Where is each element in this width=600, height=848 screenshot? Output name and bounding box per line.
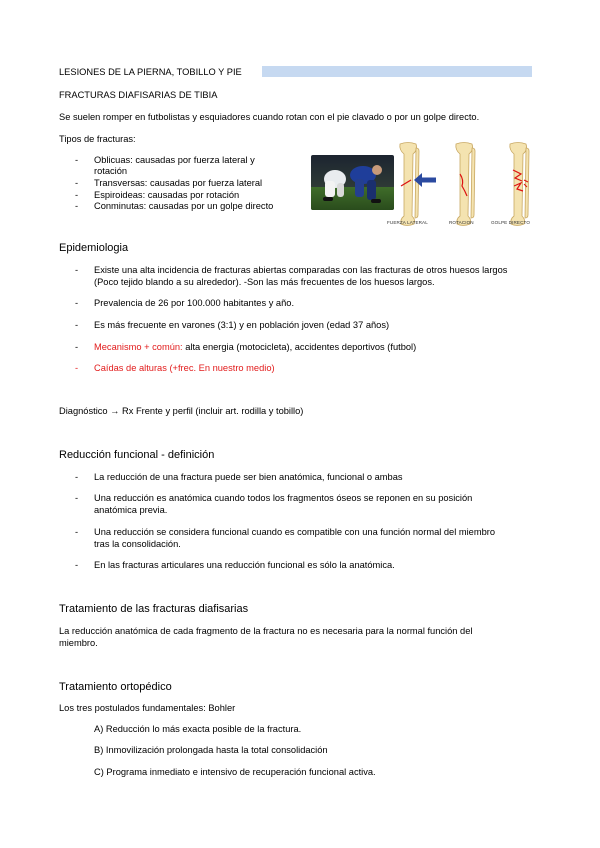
document-heading: LESIONES DE LA PIERNA, TOBILLO Y PIE <box>59 67 242 77</box>
heading-highlight <box>262 66 532 77</box>
postulado-a: A) Reducción lo más exacta posible de la fractura. <box>94 724 302 734</box>
postulado-c: C) Programa inmediato e intensivo de recuperación funcional activa. <box>94 767 376 777</box>
intro-paragraph: Se suelen romper en futbolistas y esquiadores cuando rotan con el pie clavado o por un golpe directo. <box>59 112 480 122</box>
reduccion-item1: La reducción de una fractura puede ser bien anatómica, funcional o ambas <box>94 472 403 482</box>
list-bullet: - <box>75 155 79 165</box>
epidemiologia-item5: Caídas de alturas (+frec. En nuestro medio) <box>94 363 275 373</box>
list-bullet: - <box>75 527 79 537</box>
epidemiologia-item2: Prevalencia de 26 por 100.000 habitantes y año. <box>94 298 295 308</box>
reduccion-title: Reducción funcional - definición <box>59 449 215 461</box>
tipo-conminutas: Conminutas: causadas por un golpe directo <box>94 201 274 211</box>
list-bullet: - <box>75 178 79 188</box>
diagram-label-golpe-directo: GOLPE DIRECTO <box>491 220 530 225</box>
diagram-label-rotacion: ROTACION <box>449 220 474 225</box>
football-injury-photo <box>311 155 394 210</box>
reduccion-item2-line1: Una reducción es anatómica cuando todos los fragmentos óseos se reponen en su posición <box>94 493 473 503</box>
tipo-oblicuas-line1: Oblicuas: causadas por fuerza lateral y <box>94 155 255 165</box>
reduccion-item3-line2: tras la consolidación. <box>94 539 181 549</box>
mecanismo-label: Mecanismo + común: <box>94 342 183 352</box>
list-bullet: - <box>75 298 79 308</box>
epidemiologia-item1-line1: Existe una alta incidencia de fracturas abiertas comparadas con las fracturas de otros huesos largos <box>94 265 508 275</box>
list-bullet: - <box>75 265 79 275</box>
section-subheading: FRACTURAS DIAFISARIAS DE TIBIA <box>59 90 218 100</box>
epidemiologia-item1-line2: (Poco tejido blando a su alrededor). -Son las más frecuentes de los huesos largos. <box>94 277 435 287</box>
list-bullet: - <box>75 201 79 211</box>
list-bullet: - <box>75 472 79 482</box>
tratamiento-title: Tratamiento de las fracturas diafisarias <box>59 603 249 615</box>
list-bullet: - <box>75 363 79 373</box>
tibia-fracture-diagram <box>386 140 542 230</box>
tipo-transversas: Transversas: causadas por fuerza lateral <box>94 178 263 188</box>
tipo-oblicuas-line2: rotación <box>94 166 128 176</box>
diagnostico-line: Diagnóstico → Rx Frente y perfil (incluir art. rodilla y tobillo) <box>59 406 304 416</box>
tipo-espiroideas: Espiroideas: causadas por rotación <box>94 190 240 200</box>
list-bullet: - <box>75 560 79 570</box>
mecanismo-text: alta energia (motocicleta), accidentes deportivos (futbol) <box>182 342 417 352</box>
reduccion-item4: En las fracturas articulares una reducción funcional es sólo la anatómica. <box>94 560 395 570</box>
list-bullet: - <box>75 190 79 200</box>
diagram-label-fuerza-lateral: FUERZA LATERAL <box>387 220 428 225</box>
epidemiologia-title: Epidemiologia <box>59 242 129 254</box>
epidemiologia-item4 <box>94 342 416 354</box>
reduccion-item2-line2: anatómica previa. <box>94 505 168 515</box>
tratamiento-text-line2: miembro. <box>59 638 98 648</box>
postulados-intro: Los tres postulados fundamentales: Bohler <box>59 703 236 713</box>
epidemiologia-item3: Es más frecuente en varones (3:1) y en población joven (edad 37 años) <box>94 320 390 330</box>
list-bullet: - <box>75 342 79 352</box>
reduccion-item3-line1: Una reducción se considera funcional cuando es compatible con una función normal del miembro <box>94 527 496 537</box>
tipos-title: Tipos de fracturas: <box>59 134 136 144</box>
ortopedico-title: Tratamiento ortopédico <box>59 681 172 693</box>
list-bullet: - <box>75 493 79 503</box>
postulado-b: B) Inmovilización prolongada hasta la total consolidación <box>94 745 328 755</box>
list-bullet: - <box>75 320 79 330</box>
tratamiento-text-line1: La reducción anatómica de cada fragmento de la fractura no es necesaria para la normal función del <box>59 626 473 636</box>
